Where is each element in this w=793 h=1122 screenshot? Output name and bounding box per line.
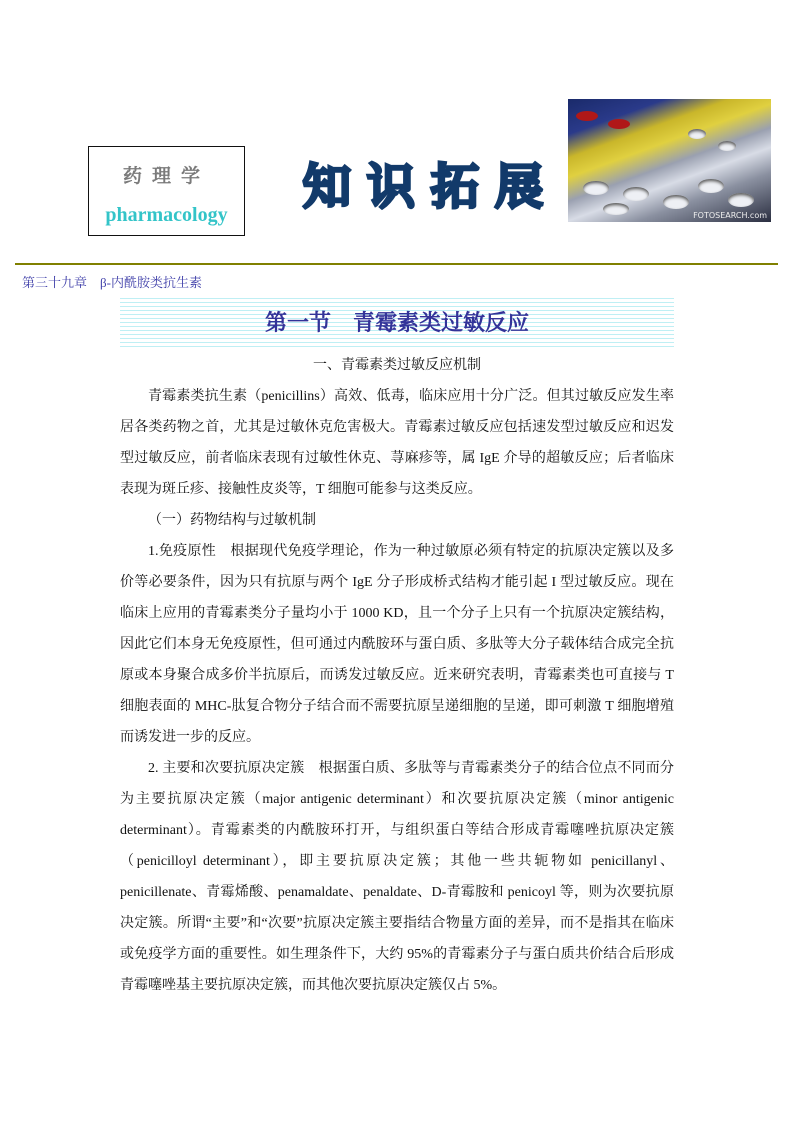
logo-english-text: pharmacology [105, 204, 228, 226]
photo-watermark: FOTOSEARCH.com [693, 211, 767, 220]
document-body [120, 350, 674, 1001]
section-title: 第一节 青霉素类过敏反应 [264, 311, 529, 336]
section-banner [120, 298, 674, 348]
heading: 一、青霉素类过敏反应机制 [313, 358, 481, 373]
paragraph-immunogenicity: 1.免疫原性 根据现代免疫学理论，作为一种过敏原必须有特定的抗原决定簇以及多价等必要条件，因为只有抗原与两个 IgE 分子形成桥式结构才能引起 I 型过敏反应。现在临床上应用的青霉素类分子量均小于 1000 KD，且一个分子上只有一个抗原决定簇结构，因此它们本身无免疫原性，但可通过内酰胺环与蛋白质、多肽等大分子载体结合成完全抗原或本身聚合成多价半抗原后，而诱发过敏反应。近来研究表明，青霉素类也可直接与 T 细胞表面的 MHC-肽复合物分子结合而不需要抗原呈递细胞的呈递，即可刺激 T 细胞增殖而诱发进一步的反应。 [120, 544, 674, 745]
header-divider [15, 263, 778, 265]
logo-box [88, 146, 245, 236]
paragraph-determinants: 2. 主要和次要抗原决定簇 根据蛋白质、多肽等与青霉素类分子的结合位点不同而分为主要抗原决定簇（major antigenic determinant）和次要抗原决定簇（minor antigenic determinant）。青霉素类的内酰胺环打开，与组织蛋白等结合形成青霉噻唑抗原决定簇（penicilloyl determinant），即主要抗原决定簇；其他一些共轭物如 penicillanyl、penicillenate、青霉烯酸、penamaldate、penaldate、D-青霉胺和 penicoyl 等，则为次要抗原决定簇。所谓“主要”和“次要”抗原决定簇主要指结合物量方面的差异，而不是指其在临床或免疫学方面的重要性。如生理条件下，大约 95%的青霉素分子与蛋白质共价结合后形成青霉噻唑基主要抗原决定簇，而其他次要抗原决定簇仅占 5%。 [120, 761, 674, 993]
pills-photo [568, 99, 771, 222]
chapter-title: 第三十九章 β-内酰胺类抗生素 [22, 275, 202, 290]
paragraph-intro: 青霉素类抗生素（penicillins）高效、低毒，临床应用十分广泛。但其过敏反应发生率居各类药物之首，尤其是过敏休克危害极大。青霉素过敏反应包括速发型过敏反应和迟发型过敏反应，前者临床表现有过敏性休克、荨麻疹等，属 IgE 介导的超敏反应；后者临床表现为斑丘疹、接触性皮炎等，T 细胞可能参与这类反应。 [120, 389, 674, 497]
subheading: （一）药物结构与过敏机制 [148, 513, 316, 528]
banner-title: 知识拓展 [303, 159, 560, 215]
logo-chinese-text: 药理学 [122, 165, 210, 187]
